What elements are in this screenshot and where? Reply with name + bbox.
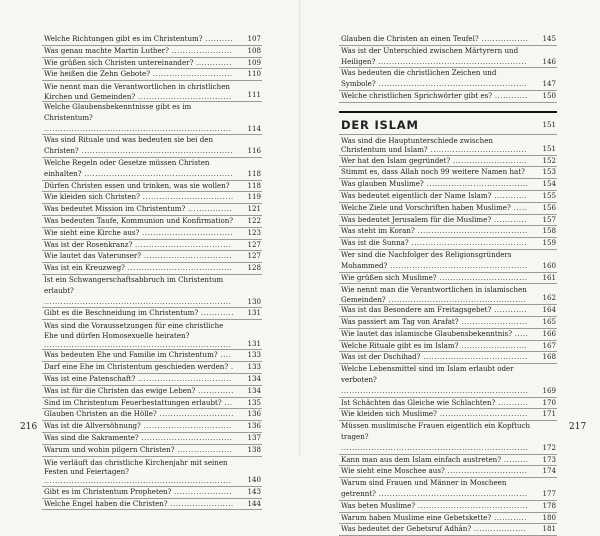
- dot-leader: .........: [501, 454, 529, 464]
- dot-leader: ..................................: [135, 91, 232, 101]
- toc-entry-page: 150: [542, 90, 556, 100]
- dot-leader: .....: [512, 328, 529, 338]
- toc-entry-page: 111: [247, 90, 261, 100]
- left-page: [0, 0, 300, 508]
- toc-entry: [339, 238, 557, 250]
- toc-entry: [339, 398, 557, 410]
- toc-entry: [42, 34, 262, 46]
- toc-entry-title: Welche Rituale gibt es im Islam?: [341, 340, 459, 350]
- toc-entry-page: 160: [542, 260, 556, 270]
- dot-leader: ................................: [140, 421, 232, 431]
- dot-leader: ..........: [202, 34, 233, 43]
- toc-entry: [42, 433, 262, 445]
- dot-leader: ..................................................: [387, 260, 528, 270]
- dot-leader: ....................................................................: [341, 385, 529, 395]
- toc-entry-title: Was ist die Sunna?: [341, 238, 409, 248]
- dot-leader: ............: [491, 190, 528, 200]
- dot-leader: ..................................: [135, 373, 232, 383]
- toc-entry: [42, 350, 262, 362]
- toc-entry-page: 145: [542, 34, 556, 43]
- toc-entry-title: Wie kleiden sich Muslime?: [341, 409, 437, 419]
- toc-entry-title: Warum und wohin pilgern Christen?: [44, 444, 175, 454]
- toc-entry-page: 181: [542, 524, 556, 534]
- toc-entry-title: Wie kleiden sich Christen?: [44, 192, 140, 202]
- dot-leader: ........................: [458, 340, 528, 350]
- toc-entry: [42, 228, 262, 240]
- section-page-number: 151: [542, 119, 556, 129]
- toc-entry: [42, 421, 262, 433]
- toc-entry-title: Welche Regeln oder Gesetze müssen Christen einhalten?: [44, 157, 210, 178]
- dot-leader: ......................................................: [375, 56, 527, 66]
- dot-leader: .....................: [171, 486, 233, 496]
- toc-entry-title: Was bedeuten die christlichen Zeichen und Symbole?: [341, 68, 497, 89]
- toc-entry-page: 146: [542, 56, 556, 66]
- section-title: DER ISLAM: [341, 117, 419, 132]
- toc-entry-page: 127: [247, 239, 261, 249]
- toc-entry-page: 156: [542, 202, 556, 212]
- toc-entry: [339, 513, 557, 525]
- toc-entry-title: Glauben die Christen an einen Teufel?: [341, 34, 479, 43]
- toc-entry: [339, 215, 557, 227]
- toc-entry-page: 108: [247, 45, 261, 55]
- toc-entry: [42, 374, 262, 386]
- toc-entry-page: 123: [247, 227, 261, 237]
- dot-leader: ....................................................................: [44, 476, 232, 486]
- toc-entry: [339, 524, 557, 536]
- toc-entry: [339, 352, 557, 364]
- toc-entry: [339, 329, 557, 341]
- dot-leader: ........................................: [414, 226, 528, 236]
- toc-entry-page: 118: [247, 180, 261, 190]
- dot-leader: .............................: [444, 466, 528, 476]
- toc-entry-page: 118: [247, 168, 261, 178]
- dot-leader: ......................................: [420, 352, 528, 362]
- toc-entry-page: 137: [247, 432, 261, 442]
- toc-entry: [42, 46, 262, 58]
- dot-leader: .: [228, 362, 234, 372]
- toc-entry: [339, 421, 557, 454]
- dot-leader: ...................................: [427, 145, 527, 155]
- dot-leader: ............: [491, 512, 528, 522]
- dot-leader: ..................................................: [385, 294, 527, 304]
- dot-leader: .............: [195, 385, 234, 395]
- toc-entry-page: 167: [542, 340, 556, 350]
- toc-entry-title: Was sind die Voraussetzungen für eine christliche Ehe und dürfen Homosexuelle heiraten?: [44, 321, 224, 340]
- toc-entry: [42, 362, 262, 374]
- toc-entry-page: 157: [542, 214, 556, 224]
- toc-entry-title: Wer sind die Nachfolger des Religionsgründers Mohammed?: [341, 249, 512, 270]
- dot-leader: ....................................................................: [44, 123, 232, 133]
- toc-entry: [339, 34, 557, 46]
- dot-leader: ......................................................: [375, 488, 528, 498]
- toc-entry-title: Dürfen Christen essen und trinken, was sie wollen?: [44, 180, 230, 190]
- toc-entry-title: Was ist das Besondere am Freitagsgebet?: [341, 305, 492, 315]
- toc-entry-title: Wie nennt man die Verantwortlichen in christlichen Kirchen und Gemeinden?: [44, 82, 230, 101]
- toc-entry: [339, 317, 557, 329]
- toc-entry: [42, 204, 262, 216]
- toc-entry: [339, 156, 557, 168]
- toc-entry-title: Wie sieht eine Kirche aus?: [44, 227, 140, 237]
- toc-entry-page: 158: [542, 226, 556, 236]
- toc-group-islam: [339, 135, 557, 536]
- dot-leader: ...................: [471, 524, 527, 534]
- toc-entry-page: 173: [542, 454, 556, 464]
- toc-entry-page: 154: [542, 179, 556, 189]
- toc-entry-title: Wie heißen die Zehn Gebote?: [44, 69, 150, 79]
- toc-entry-page: 116: [247, 146, 261, 156]
- toc-entry-title: Wie lautet das Vaterunser?: [44, 251, 142, 261]
- toc-entry-title: Welche Richtungen gibt es im Christentum?: [44, 34, 203, 43]
- dot-leader: .................................: [139, 192, 234, 202]
- toc-entry: [339, 364, 557, 397]
- toc-entry: [42, 81, 262, 102]
- section-heading-islam: [339, 111, 557, 135]
- dot-leader: ...........: [495, 397, 529, 407]
- dot-leader: ............: [491, 305, 528, 315]
- toc-entry: [339, 501, 557, 513]
- right-page: [300, 0, 600, 534]
- toc-entry-title: Wie verläuft das christliche Kirchenjahr mit seinen Festen und Feiertagen?: [44, 457, 228, 476]
- toc-entry: [42, 263, 262, 275]
- toc-entry-title: Gibt es die Beschneidung im Christentum?: [44, 308, 199, 318]
- toc-list-right: [339, 34, 557, 536]
- toc-entry-page: 168: [542, 352, 556, 362]
- toc-entry: [42, 398, 262, 410]
- toc-entry-title: Müssen muslimische Frauen eigentlich ein Kopftuch tragen?: [341, 421, 531, 441]
- toc-entry-page: 155: [542, 190, 556, 200]
- toc-entry: [339, 191, 557, 203]
- toc-entry-title: Was bedeutet Mission im Christentum?: [44, 204, 186, 214]
- toc-entry-page: 143: [247, 486, 261, 496]
- toc-entry-title: Gibt es im Christentum Propheten?: [44, 486, 172, 496]
- toc-entry: [339, 250, 557, 273]
- dot-leader: .................................: [139, 227, 234, 237]
- toc-entry: [42, 320, 262, 350]
- toc-entry-title: Was ist der Unterschied zwischen Märtyrern und Heiligen?: [341, 45, 519, 66]
- toc-entry-title: Sind im Christentum Feuerbestattungen erlaubt?: [44, 397, 222, 407]
- toc-entry-title: Stimmt es, dass Allah noch 99 weitere Namen hat?: [341, 167, 525, 177]
- toc-entry-title: Warum sind Frauen und Männer in Moscheen getrennt?: [341, 478, 507, 498]
- dot-leader: ........................: [458, 316, 528, 326]
- dot-leader: ......................: [168, 45, 233, 55]
- toc-entry-title: Welche Ziele und Vorschriften haben Muslime?: [341, 202, 511, 212]
- toc-entry-page: 131: [247, 338, 261, 348]
- toc-entry-title: Wie nennt man die Verantwortlichen in islamischen Gemeinden?: [341, 285, 527, 304]
- toc-entry-title: Kann man aus dem Islam einfach austreten?: [341, 454, 502, 464]
- toc-entry: [339, 226, 557, 238]
- toc-entry: [339, 179, 557, 191]
- toc-entry: [339, 466, 557, 478]
- toc-entry-title: Welche Engel haben die Christen?: [44, 498, 168, 508]
- toc-entry-title: Was beten Muslime?: [341, 500, 416, 510]
- toc-entry-title: Was ist eine Patenschaft?: [44, 373, 136, 383]
- page-number-left: 216: [20, 422, 38, 432]
- dot-leader: ...: [221, 397, 233, 407]
- dot-leader: ....................................................................: [44, 296, 232, 306]
- toc-entry-page: 114: [247, 123, 261, 133]
- toc-entry: [339, 341, 557, 353]
- toc-entry-page: 144: [247, 498, 261, 508]
- toc-entry: [42, 58, 262, 70]
- toc-entry: [42, 499, 262, 511]
- toc-entry-page: 127: [247, 251, 261, 261]
- toc-entry-title: Was glauben Muslime?: [341, 179, 424, 189]
- toc-entry: [42, 192, 262, 204]
- toc-entry: [42, 457, 262, 487]
- toc-entry-page: 164: [542, 305, 556, 315]
- toc-entry-page: 133: [247, 350, 261, 360]
- toc-entry-page: 122: [247, 215, 261, 225]
- dot-leader: .......................................................: [78, 146, 233, 156]
- toc-entry-title: Wie grüßen sich Muslime?: [341, 272, 437, 282]
- toc-entry-page: 134: [247, 385, 261, 395]
- toc-entry-page: 131: [247, 308, 261, 318]
- dot-leader: ...........................: [156, 409, 234, 419]
- toc-entry-page: 153: [542, 167, 556, 177]
- toc-entry: [42, 240, 262, 252]
- toc-entry-page: 171: [542, 409, 556, 419]
- dot-leader: ........................................: [415, 500, 529, 510]
- toc-entry: [42, 69, 262, 81]
- dot-leader: ....: [217, 350, 232, 360]
- toc-list-left: [42, 34, 262, 510]
- toc-entry: [339, 273, 557, 285]
- toc-entry-page: 121: [247, 204, 261, 214]
- dot-leader: .............: [193, 57, 232, 67]
- dot-leader: ....................................................................: [341, 442, 529, 452]
- toc-entry-page: 110: [247, 69, 261, 79]
- toc-entry-title: Was bedeutet eigentlich der Name Islam?: [341, 190, 492, 200]
- dot-leader: ....................................................................: [44, 339, 232, 349]
- toc-entry-page: 135: [247, 397, 261, 407]
- toc-entry-title: Wie grüßen sich Christen untereinander?: [44, 57, 194, 67]
- dot-leader: ......................................................: [81, 168, 234, 178]
- dot-leader: ...................................: [132, 239, 232, 249]
- dot-leader: .................................: [138, 432, 233, 442]
- dot-leader: ..........................................: [408, 238, 528, 248]
- toc-entry-page: 165: [542, 316, 556, 326]
- toc-entry-title: Was bedeutet der Gebetsruf Adhān?: [341, 524, 472, 534]
- toc-entry-title: Was sind Rituale und was bedeuten sie bei den Christen?: [44, 135, 214, 156]
- dot-leader: ......................................: [124, 263, 233, 273]
- dot-leader: ...........................: [450, 155, 528, 165]
- toc-entry: [42, 409, 262, 421]
- toc-entry: [339, 409, 557, 421]
- dot-leader: ................................: [141, 251, 233, 261]
- toc-entry-page: 134: [247, 373, 261, 383]
- page-number-right: 217: [569, 422, 587, 432]
- toc-entry: [339, 167, 557, 179]
- toc-entry-page: 133: [247, 362, 261, 372]
- toc-entry-title: Was sind die Hauptunterschiede zwischen Christentum und Islam?: [341, 135, 493, 155]
- toc-entry: [339, 455, 557, 467]
- toc-entry: [339, 91, 557, 103]
- toc-entry-page: 174: [542, 466, 556, 476]
- dot-leader: ............: [492, 90, 528, 100]
- toc-entry: [42, 216, 262, 228]
- toc-entry-page: 119: [247, 192, 261, 202]
- toc-entry-title: Warum haben Muslime eine Gebetskette?: [341, 512, 492, 522]
- toc-entry-page: 128: [247, 263, 261, 273]
- toc-entry: [42, 308, 262, 320]
- toc-entry-page: 177: [542, 488, 556, 498]
- toc-entry-title: Was ist der Dschihad?: [341, 352, 421, 362]
- dot-leader: ................................: [436, 272, 528, 282]
- toc-entry-title: Ist Schächten das Gleiche wie Schlachten?: [341, 397, 496, 407]
- toc-entry-page: 138: [247, 444, 261, 454]
- toc-entry: [42, 135, 262, 158]
- toc-entry-title: Glauben Christen an die Hölle?: [44, 409, 157, 419]
- toc-entry-title: Welche Lebensmittel sind im Islam erlaubt oder verboten?: [341, 364, 514, 384]
- toc-entry-page: 162: [542, 293, 556, 303]
- toc-group-christentum-end: [339, 34, 557, 103]
- toc-entry-page: 169: [542, 385, 556, 395]
- toc-entry-page: 152: [542, 155, 556, 165]
- toc-entry-page: 161: [542, 272, 556, 282]
- toc-entry: [339, 305, 557, 317]
- toc-entry-title: Ist ein Schwangerschaftsabbruch im Christentum erlaubt?: [44, 274, 224, 295]
- dot-leader: ................................: [436, 409, 528, 419]
- toc-entry-page: 147: [542, 79, 556, 89]
- toc-entry-title: Was bedeuten Ehe und Familie im Christentum?: [44, 350, 218, 360]
- toc-entry-page: 170: [542, 397, 556, 407]
- toc-entry-title: Was ist der Rosenkranz?: [44, 239, 133, 249]
- dot-leader: .....................................: [423, 179, 529, 189]
- toc-entry-title: Was ist ein Kreuzweg?: [44, 263, 125, 273]
- toc-entry-title: Darf eine Ehe im Christentum geschieden werden?: [44, 362, 229, 372]
- toc-entry-page: 107: [247, 34, 261, 43]
- toc-entry-title: Was sind die Sakramente?: [44, 432, 139, 442]
- toc-entry: [339, 46, 557, 69]
- dot-leader: .................: [478, 34, 529, 43]
- toc-entry-title: Was genau machte Martin Luther?: [44, 45, 169, 55]
- dot-leader: .....: [510, 202, 528, 212]
- toc-entry-page: 159: [542, 238, 556, 248]
- toc-entry: [339, 284, 557, 305]
- toc-entry: [42, 102, 262, 135]
- toc-entry-title: Wer hat den Islam gegründet?: [341, 155, 451, 165]
- toc-entry-title: Was ist die Allversöhnung?: [44, 421, 141, 431]
- toc-entry-title: Was passiert am Tag von Arafat?: [341, 316, 459, 326]
- toc-entry-page: 136: [247, 409, 261, 419]
- toc-entry: [339, 68, 557, 91]
- toc-entry-title: Was ist für die Christen das ewige Leben?: [44, 385, 196, 395]
- toc-entry: [339, 135, 557, 156]
- dot-leader: ................: [185, 204, 233, 214]
- dot-leader: ......................................................: [375, 79, 528, 89]
- toc-entry-title: Welche christlichen Sprichwörter gibt es?: [341, 90, 493, 100]
- toc-entry-page: 136: [247, 421, 261, 431]
- dot-leader: .......................: [167, 498, 234, 508]
- toc-entry-title: Was bedeuten Taufe, Kommunion und Konfirmation?: [44, 215, 234, 225]
- toc-entry-title: Was bedeutet Jerusalem für die Muslime?: [341, 214, 492, 224]
- dot-leader: ............: [491, 214, 527, 224]
- toc-entry-page: 180: [542, 512, 556, 522]
- dot-leader: .............................: [150, 69, 233, 79]
- toc-entry: [42, 445, 262, 457]
- toc-entry-page: 172: [542, 442, 556, 452]
- toc-entry: [42, 251, 262, 263]
- dot-leader: ............: [198, 308, 234, 318]
- toc-entry-page: 178: [542, 500, 556, 510]
- toc-entry: [42, 386, 262, 398]
- toc-entry-title: Wie lautet das islamische Glaubensbekenntnis?: [341, 328, 512, 338]
- dot-leader: ....................: [174, 444, 233, 454]
- toc-entry: [42, 487, 262, 499]
- toc-entry-title: Welche Glaubensbekenntnisse gibt es im Christentum?: [44, 102, 192, 122]
- toc-entry-page: 151: [542, 143, 556, 153]
- toc-entry-title: Was steht im Koran?: [341, 226, 415, 236]
- toc-entry-page: 130: [247, 296, 261, 306]
- toc-entry: [42, 158, 262, 181]
- toc-entry-page: 109: [247, 57, 261, 67]
- toc-entry: [339, 478, 557, 501]
- toc-entry-page: 166: [542, 328, 556, 338]
- toc-entry: [339, 203, 557, 215]
- toc-entry: [42, 181, 262, 193]
- toc-entry: [42, 275, 262, 308]
- toc-entry-title: Wie sieht eine Moschee aus?: [341, 466, 445, 476]
- toc-entry-page: 140: [247, 474, 261, 484]
